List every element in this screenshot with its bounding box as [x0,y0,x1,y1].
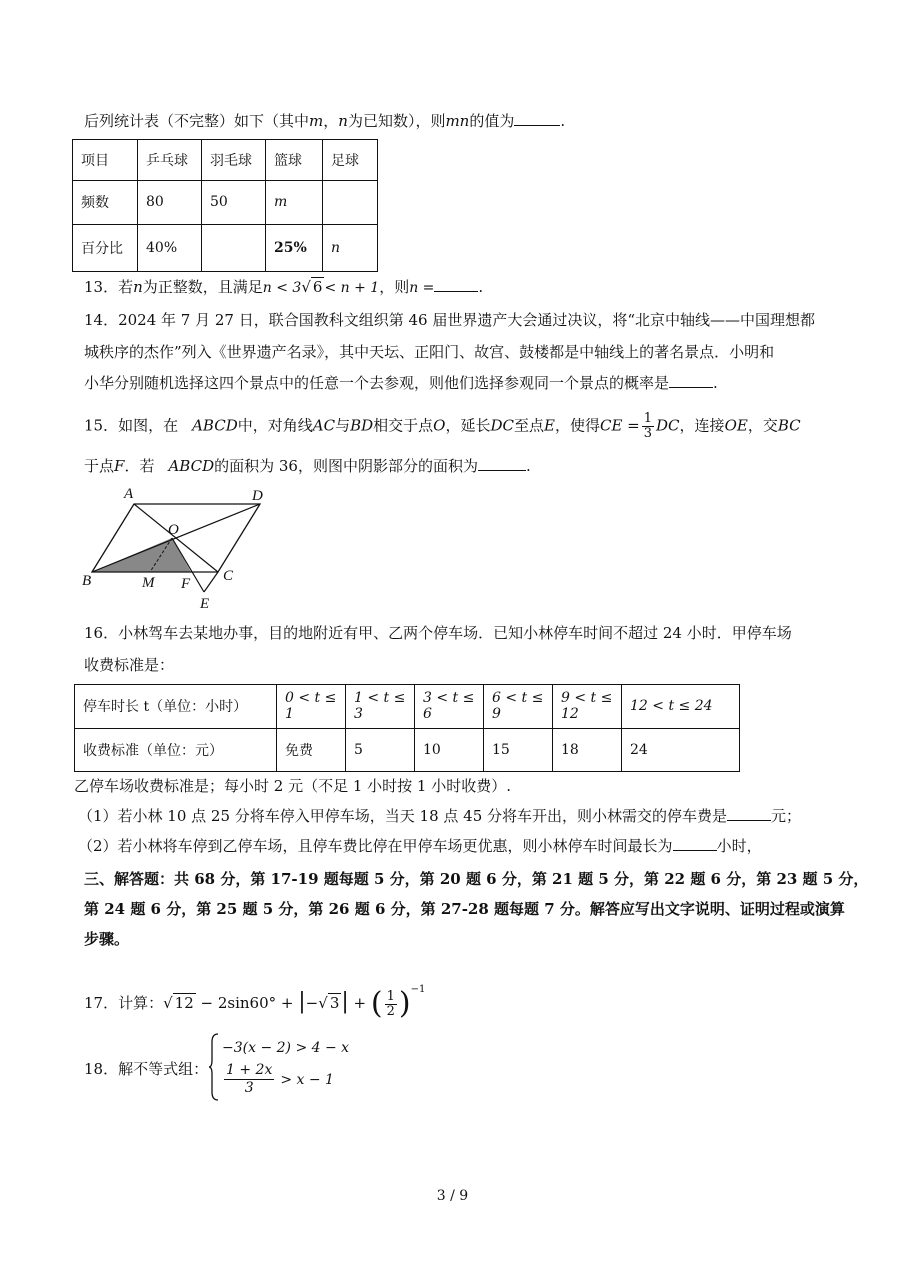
table-cell: 1 < t ≤ 3 [346,685,415,729]
label-a: A [124,486,134,502]
table-cell [323,180,378,225]
table-cell: 收费标准（单位：元） [75,728,277,772]
table-cell: 足球 [323,140,378,181]
table-cell: 6 < t ≤ 9 [484,685,553,729]
table-cell [202,225,266,272]
table-cell: 40% [138,225,202,272]
table-cell: 80 [138,180,202,225]
q15-line1: 15．如图，在 ABCD中，对角线AC与BD相交于点O，延长DC至点E，使得CE = $\frac{1}{3}$ DC，连接OE，交BC [84,411,801,441]
label-f: F [181,576,191,592]
table-cell: 百分比 [73,225,138,272]
brace-icon [208,1032,220,1102]
table-cell: 羽毛球 [202,140,266,181]
label-m: M [142,575,155,591]
table-cell: 乒乓球 [138,140,202,181]
table-cell: 项目 [73,140,138,181]
table-cell: 15 [484,728,553,772]
table-cell: 3 < t ≤ 6 [415,685,484,729]
table-cell: 24 [622,728,740,772]
table-cell: m [266,180,323,225]
q18-label: 18．解不等式组： [84,1060,209,1078]
table-cell: n [323,225,378,272]
page-number: 3 / 9 [436,1188,469,1204]
section3-line3: 步骤。 [84,930,130,948]
q17-text: 17．计算：√ 12 − 2sin60° + |−√ 3| + ( $\frac{1}{2}$ )$^{-1}$ [84,984,426,1021]
answer-blank[interactable] [673,836,717,851]
table-cell: 篮球 [266,140,323,181]
table-cell: 50 [202,180,266,225]
table-cell: 5 [346,728,415,772]
label-d: D [252,488,263,504]
q18-ineq1: −3(x − 2) > 4 − x [222,1040,350,1056]
table-cell: 停车时长 t（单位：小时） [75,685,277,729]
answer-blank[interactable] [434,277,478,292]
table-cell: 25% [266,225,323,272]
fee-table [74,684,740,772]
table-cell: 12 < t ≤ 24 [622,685,740,729]
table-cell: 0 < t ≤ 1 [277,685,346,729]
extension-ce [204,572,218,592]
answer-blank[interactable] [514,111,560,126]
section3-line2: 第 24 题 6 分，第 25 题 5 分，第 26 题 6 分，第 27-28 题每题 7 分。解答应写出文字说明、证明过程或演算 [84,900,845,918]
label-c: C [223,568,234,584]
parallelogram-figure [80,484,280,612]
shaded-region [92,538,191,572]
q13-text: 13．若n为正整数，且满足n < 3√ 6 < n + 1，则n = . [84,278,484,296]
q16-line1: 16．小林驾车去某地办事，目的地附近有甲、乙两个停车场．已知小林停车时间不超过 24 小时．甲停车场 [84,624,792,642]
q18-ineq2: $\frac{1 + 2x}{3}$ > x − 1 [226,1062,334,1096]
q14-line3: 小华分别随机选择这四个景点中的任意一个去参观，则他们选择参观同一个景点的概率是 . [84,374,718,392]
section3-line1: 三、解答题：共 68 分，第 17-19 题每题 5 分，第 20 题 6 分，第 21 题 5 分，第 22 题 6 分，第 23 题 5 分， [84,870,869,888]
q12-text: 后列统计表（不完整）如下（其中m，n为已知数），则mn的值为 . [84,112,566,130]
label-e: E [200,596,210,612]
q14-line2: 城秩序的杰作”列入《世界遗产名录》，其中天坛、正阳门、故宫、鼓楼都是中轴线上的著名景点．小明和 [84,343,775,361]
q16-rule: 乙停车场收费标准是；每小时 2 元（不足 1 小时按 1 小时收费）. [74,777,512,795]
stats-table [72,139,378,272]
answer-blank[interactable] [669,373,713,388]
label-b: B [82,573,92,589]
table-cell: 频数 [73,180,138,225]
q16-line2: 收费标准是： [84,656,175,674]
table-cell: 免费 [277,728,346,772]
table-cell: 18 [553,728,622,772]
q16-part1: （1）若小林 10 点 25 分将车停入甲停车场，当天 18 点 45 分将车开出，则小林需交的停车费是 元； [78,807,802,825]
q15-line2: 于点F．若 ABCD的面积为 36，则图中阴影部分的面积为 . [84,457,531,475]
table-cell: 10 [415,728,484,772]
q16-part2: （2）若小林将车停到乙停车场，且停车费比停在甲停车场更优惠，则小林停车时间最长为 小时， [78,837,762,855]
table-cell: 9 < t ≤ 12 [553,685,622,729]
answer-blank[interactable] [478,456,526,471]
q14-line1: 14．2024 年 7 月 27 日，联合国教科文组织第 46 届世界遗产大会通过决议，将“北京中轴线——中国理想都 [84,311,816,329]
label-o: O [168,522,179,538]
answer-blank[interactable] [727,806,771,821]
